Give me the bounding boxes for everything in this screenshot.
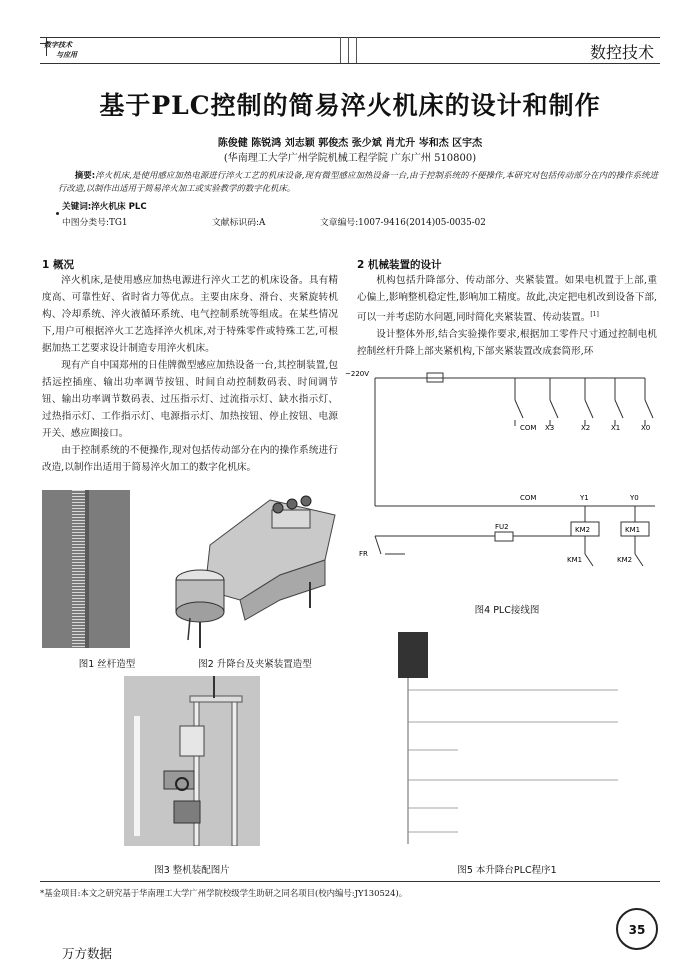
column-name: 数控技术 [589, 43, 654, 62]
header-top-rule [40, 37, 660, 38]
program-toolbar [398, 632, 428, 678]
abstract-label: 摘要: [74, 170, 96, 180]
page-number: 35 [628, 923, 646, 937]
header-logo-mark [46, 38, 47, 56]
machine-photo-drawing [124, 676, 260, 846]
footnote: *基金项目:本文之研究基于华南理工大学广州学院校级学生助研之同名项目(校内编号:JY130524)。 [40, 888, 408, 898]
header-bottom-rule [40, 63, 660, 64]
section2-heading: 2 机械装置的设计 [357, 259, 442, 271]
mount-plate [180, 726, 204, 756]
bolt-head [273, 503, 283, 513]
wiring-fr: FR [359, 550, 368, 558]
wiring-x1: X1 [611, 424, 621, 432]
paragraph: 现有产自中国郑州的日佳牌微型感应加热设备一台,其控制装置,包括远控插座、输出功率调节按钮、时间自动控制数码表、时间调节钮、输出功率调节数码表、过压指示灯、过流指示灯、缺水指示灯、过热指示灯、工作指示灯、电源指示灯、加热按钮、停止按钮、电源开关、感应圈接口。 [42, 360, 338, 439]
wiring-x2: X2 [581, 424, 591, 432]
frame-post [232, 698, 237, 846]
side-rail [134, 716, 140, 836]
journal-name-line2: 与应用 [56, 50, 77, 59]
clc-number: 中图分类号:TG1 [62, 218, 128, 228]
paragraph: 由于控制系统的不便操作,现对包括传动部分在内的操作系统进行改造,以制作出适用于简易淬火加工的数字化机床。 [42, 445, 338, 473]
paragraph: 设计整体外形,结合实验操作要求,根据加工零件尺寸通过控制电机控制丝杆升降上部夹紧机构,下部夹紧装置改成套筒形,环 [357, 329, 657, 358]
abstract-text: 淬火机床,是使用感应加热电源进行淬火工艺的机床设备,现有微型感应加热设备一台,由于控制系统的不便操作,本研究对包括传动部分在内的操作系统进行改造,以制作出适用于简易淬火加工或实验教学的数字化机床。 [58, 170, 658, 193]
paragraph-text: 机构包括升降部分、传动部分、夹紧装置。如果电机置于上部,重心偏上,影响整机稳定性,影响加工精度。故此,决定把电机改到设备下部,可以一并考虑防水问题,同时简化夹紧装置、传动装置。 [357, 275, 658, 324]
wiring-y0: Y0 [630, 494, 639, 502]
frame-post [194, 698, 199, 846]
figure1-screw-image [42, 490, 130, 648]
screw-shaft [72, 490, 85, 648]
figure5-caption: 图5 本升降台PLC程序1 [457, 865, 557, 876]
section1-heading: 1 概况 [42, 259, 74, 271]
wiring-x3: X3 [545, 424, 555, 432]
screw-shaft-shadow [85, 490, 89, 648]
section1-body [42, 272, 338, 476]
document-code: 文献标识码:A [212, 218, 266, 228]
header-divider [348, 37, 349, 63]
km2-interlock [635, 554, 643, 566]
paragraph [357, 272, 657, 326]
supply-voltage-label: ~220V [345, 370, 370, 378]
fr-contact [375, 536, 381, 554]
article-number: 文章编号:1007-9416(2014)05-0035-02 [320, 218, 486, 228]
wiring-com-top: COM [520, 424, 537, 432]
fuse-fu2 [495, 532, 513, 541]
sleeve-bottom [176, 602, 224, 622]
switch-blade [645, 400, 653, 418]
km1-interlock [585, 554, 593, 566]
wiring-fu2: FU2 [495, 523, 509, 531]
figure4-plc-wiring [345, 368, 665, 580]
bolt-head [301, 496, 311, 506]
switch-blade [585, 400, 593, 418]
reference-marker: [1] [590, 311, 599, 318]
header-divider [340, 37, 341, 63]
support-leg [188, 618, 190, 640]
abstract [58, 169, 658, 195]
header-divider [356, 37, 357, 63]
figure2-lift-clamp-image [160, 490, 340, 652]
wiring-km1-coil: KM1 [625, 526, 641, 534]
figure2-caption: 图2 升降台及夹紧装置造型 [198, 659, 312, 670]
bolt-head [287, 499, 297, 509]
wiring-km2-coil: KM2 [575, 526, 591, 534]
wiring-y1: Y1 [580, 494, 589, 502]
switch-blade [515, 400, 523, 418]
authors: 陈俊健 陈锐鸿 刘志颖 郭俊杰 张少斌 肖尤升 岑和杰 区宇杰 [217, 138, 483, 149]
switch-blade [550, 400, 558, 418]
wiring-km2-contact: KM2 [617, 556, 633, 564]
motor-block [174, 801, 200, 823]
page-number-badge [616, 908, 658, 950]
figure5-plc-program [398, 632, 628, 844]
wiring-x0: X0 [641, 424, 651, 432]
wiring-com-bottom: COM [520, 494, 537, 502]
source-watermark: 万方数据 [62, 946, 113, 961]
section2-body [357, 272, 657, 360]
figure3-caption: 图3 整机装配图片 [154, 865, 230, 876]
figure1-caption: 图1 丝杆造型 [78, 659, 136, 670]
keywords-bullet [56, 212, 59, 215]
keywords: 关键词:淬火机床 PLC [62, 202, 147, 212]
figure4-caption: 图4 PLC接线图 [474, 605, 540, 616]
figure3-machine-photo [124, 676, 260, 846]
journal-name-line1: 数字技术 [44, 40, 72, 49]
switch-blade [615, 400, 623, 418]
affiliation: (华南理工大学广州学院机械工程学院 广东广州 510800) [223, 153, 477, 164]
journal-logo [44, 40, 94, 60]
paragraph: 淬火机床,是使用感应加热电源进行淬火工艺的机床设备。具有精度高、可靠性好、省时省力等优点。主要由床身、滑台、夹紧旋转机构、冷却系统、淬火液循环系统、电气控制系统等组成。在某些情况下,用户可根据淬火工艺选择淬火机床,对于特殊零件或特殊工艺,可根据加热工艺要求设计制造专用淬火机床。 [42, 275, 338, 354]
wiring-km1-contact: KM1 [567, 556, 583, 564]
article-title: 基于PLC控制的简易淬火机床的设计和制作 [99, 91, 601, 120]
footnote-rule [40, 881, 660, 882]
frame-top [190, 696, 242, 702]
